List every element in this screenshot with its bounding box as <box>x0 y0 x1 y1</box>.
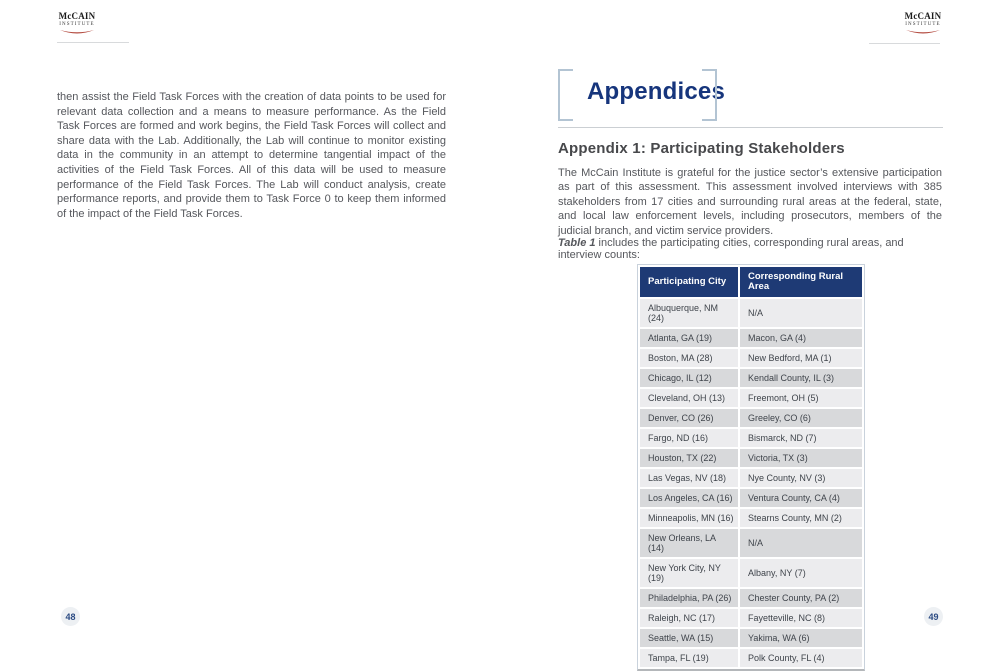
table-cell: Polk County, FL (4) <box>740 649 862 667</box>
table-cell: Bismarck, ND (7) <box>740 429 862 447</box>
table-cell: Minneapolis, MN (16) <box>640 509 738 527</box>
table-row <box>640 299 862 327</box>
table-cell: Raleigh, NC (17) <box>640 609 738 627</box>
table-cell: New Bedford, MA (1) <box>740 349 862 367</box>
table-cell: Freemont, OH (5) <box>740 389 862 407</box>
table-cell: Greeley, CO (6) <box>740 409 862 427</box>
table-cell: Fayetteville, NC (8) <box>740 609 862 627</box>
stakeholder-table <box>637 264 865 671</box>
mccain-logo <box>55 12 99 36</box>
section-divider <box>558 127 943 128</box>
table-cell: Atlanta, GA (19) <box>640 329 738 347</box>
header-rule-right <box>869 43 940 44</box>
logo-swoosh-icon <box>59 29 95 36</box>
logo-subtitle: INSTITUTE <box>905 22 941 27</box>
table-caption <box>558 237 942 261</box>
body-paragraph: then assist the Field Task Forces with the creation of data points to be used for relevant data collection and a means to measure performance. As the Field Task Forces are formed and work begins, the Field Task Forces will collect and share data with the Lab. Additionally, the Lab will continue to monitor existing data in the community in an attempt to determine tangential impact of the activities of the Field Task Forces. All of this data will be used to measure performance of the Field Task Forces. The Lab will conduct analysis, create performance reports, and provide them to Task Force 0 to keep them informed of the impact of the Field Task Forces. <box>57 91 446 220</box>
table-cell: Fargo, ND (16) <box>640 429 738 447</box>
table-header-cell: Participating City <box>640 267 738 297</box>
table-header-cell: Corresponding Rural Area <box>740 267 862 297</box>
table-row <box>640 349 862 367</box>
table-cell: N/A <box>740 299 862 327</box>
table-cell: Albany, NY (7) <box>740 559 862 587</box>
table-cell: N/A <box>740 529 862 557</box>
logo-wordmark: McCAIN <box>904 11 942 21</box>
mccain-logo <box>901 12 945 36</box>
appendices-title: Appendices <box>587 78 726 105</box>
table-cell: Macon, GA (4) <box>740 329 862 347</box>
table-cell: Boston, MA (28) <box>640 349 738 367</box>
table-row <box>640 609 862 627</box>
table-cell: Cleveland, OH (13) <box>640 389 738 407</box>
table-cell: Philadelphia, PA (26) <box>640 589 738 607</box>
intro-paragraph: The McCain Institute is grateful for the justice sector’s extensive participation as part of this assessment. This assessment involved interviews with 385 stakeholders from 17 cities and surrounding rural areas at the federal, state, and local law enforcement levels, including prosecutors, members of the judicial branch, and victim service providers. <box>558 167 942 237</box>
bracket-left-icon <box>558 69 573 121</box>
table-caption-lead: Table 1 <box>558 237 596 249</box>
stakeholder-table-body <box>640 299 862 667</box>
appendix-heading: Appendix 1: Participating Stakeholders <box>558 140 845 157</box>
table-row <box>640 429 862 447</box>
table-cell: Houston, TX (22) <box>640 449 738 467</box>
table-row <box>640 559 862 587</box>
table-row <box>640 489 862 507</box>
table-row <box>640 509 862 527</box>
table-cell: Chester County, PA (2) <box>740 589 862 607</box>
table-cell: Victoria, TX (3) <box>740 449 862 467</box>
table-row <box>640 389 862 407</box>
table-cell: Albuquerque, NM (24) <box>640 299 738 327</box>
table-cell: New Orleans, LA (14) <box>640 529 738 557</box>
bracket-right-icon <box>702 69 717 121</box>
table-row <box>640 629 862 647</box>
logo-wordmark: McCAIN <box>58 11 96 21</box>
table-cell: Kendall County, IL (3) <box>740 369 862 387</box>
table-row <box>640 649 862 667</box>
table-cell: Los Angeles, CA (16) <box>640 489 738 507</box>
logo-subtitle: INSTITUTE <box>59 22 95 27</box>
table-cell: Yakima, WA (6) <box>740 629 862 647</box>
table-cell: Las Vegas, NV (18) <box>640 469 738 487</box>
table-row <box>640 329 862 347</box>
table-cell: Seattle, WA (15) <box>640 629 738 647</box>
table-row <box>640 369 862 387</box>
logo-swoosh-icon <box>905 29 941 36</box>
table-row <box>640 529 862 557</box>
table-cell: Ventura County, CA (4) <box>740 489 862 507</box>
header-rule-left <box>57 42 129 43</box>
page-number-badge-right: 49 <box>924 607 943 626</box>
table-cell: Stearns County, MN (2) <box>740 509 862 527</box>
table-header-row <box>640 267 862 297</box>
table-row <box>640 589 862 607</box>
page-number-badge-left: 48 <box>61 607 80 626</box>
table-row <box>640 469 862 487</box>
table-row <box>640 449 862 467</box>
table-cell: Denver, CO (26) <box>640 409 738 427</box>
table-cell: New York City, NY (19) <box>640 559 738 587</box>
table-cell: Tampa, FL (19) <box>640 649 738 667</box>
table-caption-rest: includes the participating cities, corresponding rural areas, and interview counts: <box>558 237 904 261</box>
table-cell: Nye County, NV (3) <box>740 469 862 487</box>
table-cell: Chicago, IL (12) <box>640 369 738 387</box>
table-row <box>640 409 862 427</box>
